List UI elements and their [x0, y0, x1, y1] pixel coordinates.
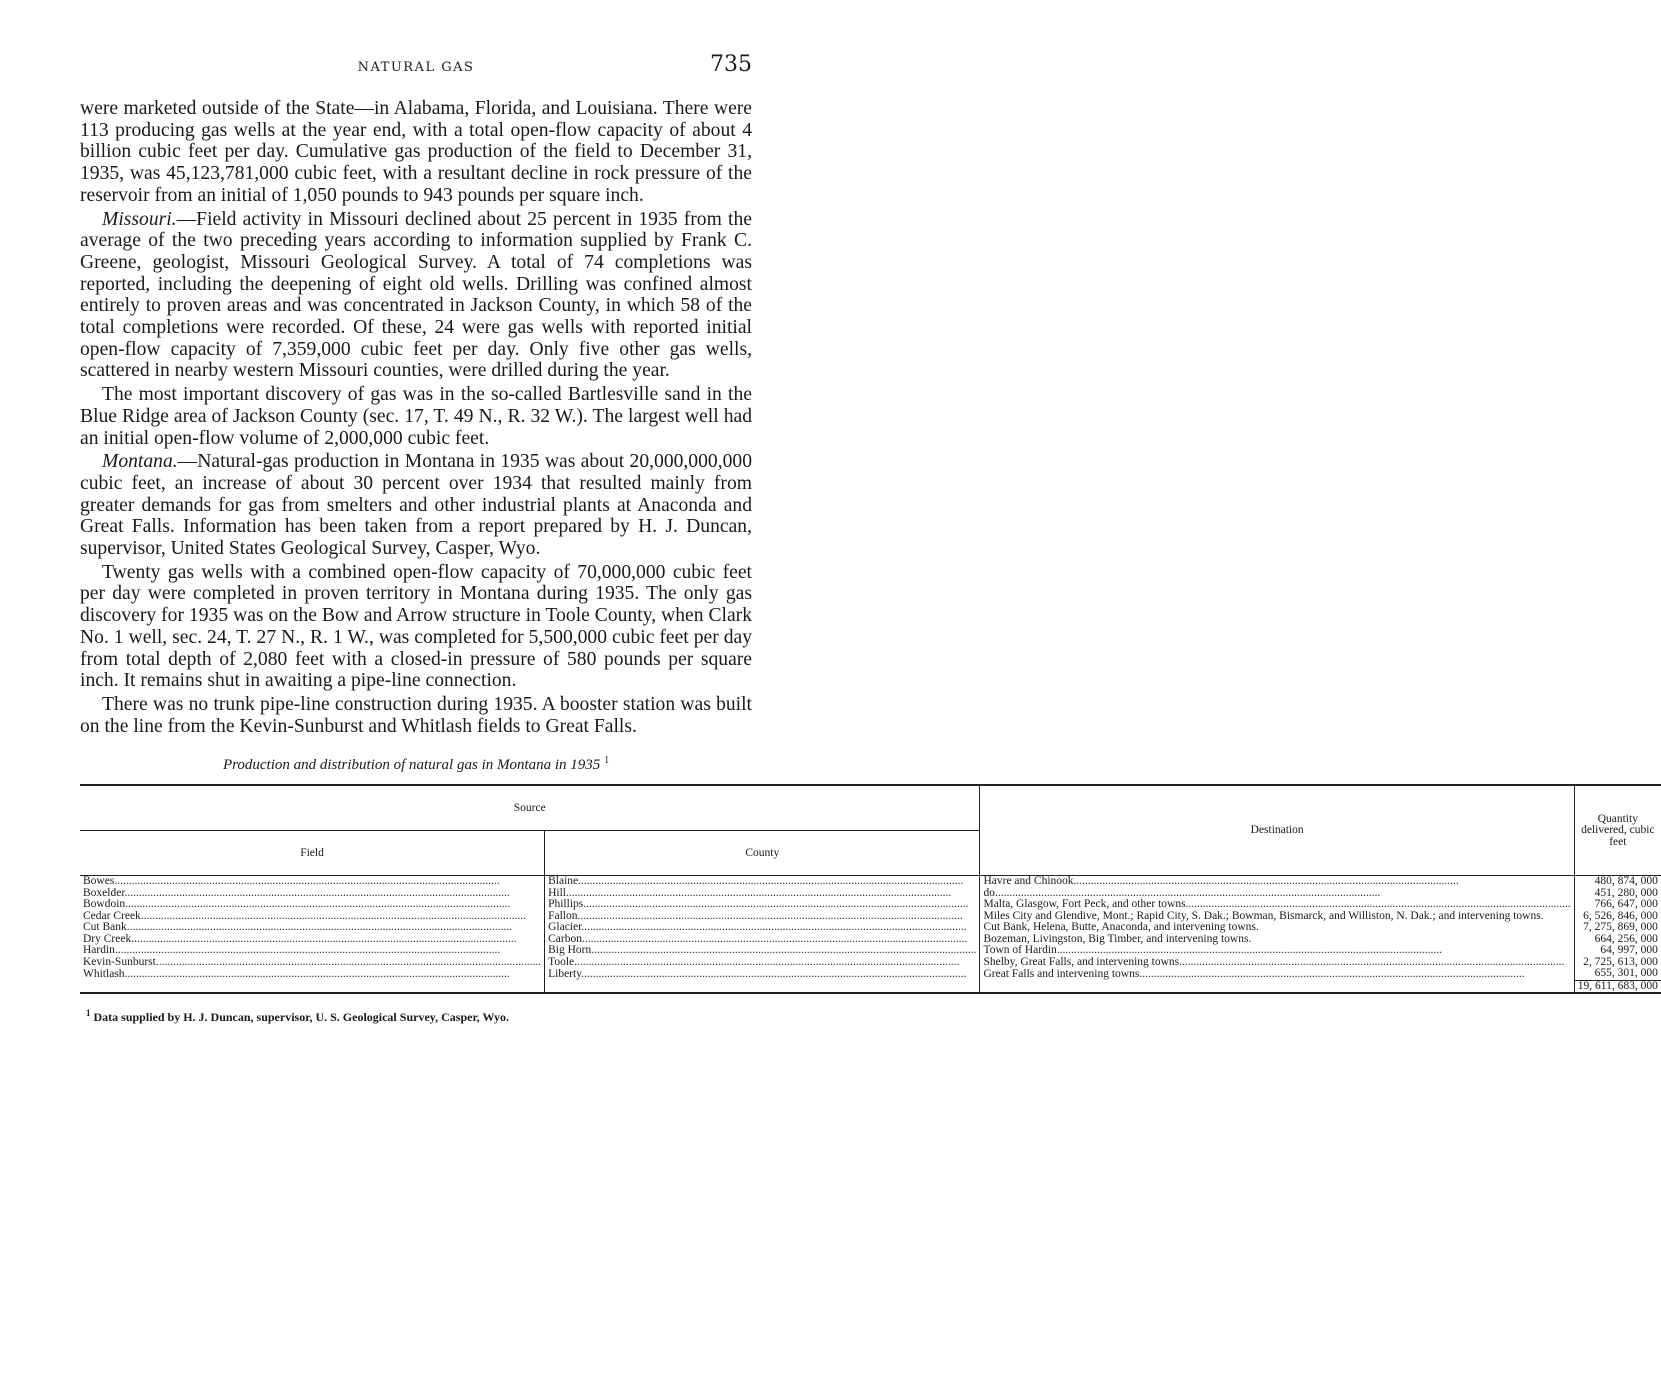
leader-dots [1179, 956, 1564, 968]
leader-dots [125, 898, 510, 910]
section-head-missouri: Missouri. [102, 208, 177, 230]
total-quantity: 19, 611, 683, 000 [1574, 980, 1661, 993]
cell-quantity-text: 2, 725, 613, 000 [1583, 955, 1658, 968]
cell-destination-text: Havre and Chinook [983, 875, 1074, 888]
leader-dots [114, 875, 499, 887]
page-number: 735 [710, 52, 752, 77]
leader-dots [995, 887, 1380, 899]
paragraph-montana-text: —Natural-gas production in Montana in 1935 was about 20,000,000,000 cubic feet, an increase of about 30 percent over 1934 that resulted mainly from greater demands for gas from smelters and other industrial plants at Anaconda and Great Falls. Information has been taken from a report prepared by H. J. Duncan, supervisor, United States Geological Survey, Casper, Wyo. [80, 451, 752, 560]
paragraph-montana [80, 451, 752, 560]
leader-dots [581, 968, 966, 980]
cell-destination [980, 968, 1574, 980]
cell-field-text: Cut Bank [83, 921, 127, 934]
cell-destination-text: Great Falls and intervening towns [983, 967, 1140, 980]
cell-quantity-text: 664, 256, 000 [1594, 932, 1658, 945]
cell-field-text: Bowes [83, 875, 115, 888]
cell-destination-text: Town of Hardin [983, 944, 1057, 957]
cell-county-text: Blaine [548, 875, 579, 888]
leader-dots [125, 968, 510, 980]
leader-dots [131, 933, 516, 945]
cell-field-text: Whitlash [83, 967, 125, 980]
leader-dots [581, 921, 966, 933]
cell-destination-text: do [983, 886, 995, 899]
cell-destination-text: Shelby, Great Falls, and intervening towns [983, 955, 1180, 968]
leader-dots [127, 921, 512, 933]
footnote-ref: 1 [604, 755, 610, 767]
cell-field-text: Boxelder [83, 886, 125, 899]
leader-dots [156, 956, 541, 968]
footnote-text: Data supplied by H. J. Duncan, supervisor, U. S. Geological Survey, Casper, Wyo. [93, 1010, 510, 1025]
leader-dots [566, 887, 951, 899]
cell-quantity [1574, 968, 1661, 980]
leader-dots [591, 944, 976, 956]
paragraph-bartlesville: The most important discovery of gas was in the so-called Bartlesville sand in the Blue Ridge area of Jackson County (sec. 17, T. 49 N., R. 32 W.). The largest well had an initial open-flow volume of 2,000,000 cubic feet. [80, 384, 752, 449]
table-caption [80, 755, 752, 774]
leader-dots [577, 910, 962, 922]
cell-field-text: Cedar Creek [83, 909, 141, 922]
header-source: Source [80, 785, 980, 831]
header-county: County [545, 831, 980, 876]
leader-dots [115, 944, 500, 956]
cell-destination-text: Bozeman, Livingston, Big Timber, and intervening towns. [983, 932, 1252, 945]
cell-county-text: Phillips [548, 898, 584, 911]
table-caption-text: Production and distribution of natural gas in Montana in 1935 [222, 757, 601, 774]
cell-quantity-text: 6, 526, 846, 000 [1583, 909, 1658, 922]
cell-quantity-text: 766, 647, 000 [1594, 898, 1658, 911]
production-table [80, 784, 1661, 994]
paragraph-gas-wells: Twenty gas wells with a combined open-flow capacity of 70,000,000 cubic feet per day were completed in proven territory in Montana during 1935. The only gas discovery for 1935 was on the Bow and Arrow structure in Toole County, when Clark No. 1 well, sec. 24, T. 27 N., R. 1 W., was completed for 5,500,000 cubic feet per day from total depth of 2,080 feet with a closed-in pressure of 580 pounds per square inch. It remains shut in awaiting a pipe-line connection. [80, 561, 752, 692]
cell-field-text: Dry Creek [83, 932, 132, 945]
paragraph-missouri-text: —Field activity in Missouri declined about 25 percent in 1935 from the average of the two preceding years according to information supplied by Frank C. Greene, geologist, Missouri Geological Survey. A total of 74 completions was reported, including the deepening of eight old wells. Drilling was confined almost entirely to proven areas and was concentrated in Jackson County, in which 58 of the total completions were recorded. Of these, 24 were gas wells with reported initial open-flow capacity of 7,359,000 cubic feet per day. Only five other gas wells, scattered in nearby western Missouri counties, were drilled during the year. [80, 208, 752, 382]
cell-quantity-text: 64, 997, 000 [1600, 944, 1658, 957]
leader-dots [578, 875, 963, 887]
leader-dots [582, 933, 967, 945]
cell-county-text: Toole [548, 955, 575, 968]
leader-dots [125, 887, 510, 899]
cell-quantity-text: 7, 275, 869, 000 [1583, 921, 1658, 934]
table-body [80, 876, 1661, 995]
header-quantity: Quantity delivered, cubic feet [1581, 812, 1655, 848]
body-text [80, 98, 752, 737]
leader-dots [141, 910, 526, 922]
cell-county-text: Liberty [548, 967, 582, 980]
cell-field-text: Hardin [83, 944, 115, 957]
paragraph-missouri [80, 209, 752, 383]
cell-county-text: Carbon [548, 932, 582, 945]
paragraph-continuation: were marketed outside of the State—in Alabama, Florida, and Louisiana. There were 113 producing gas wells at the year end, with a total open-flow capacity of about 4 billion cubic feet per day. Cumulative gas production of the field to December 31, 1935, was 45,123,781,000 cubic feet, with a resultant decline in rock pressure of the reservoir from an initial of 1,050 pounds to 943 pounds per square inch. [80, 98, 752, 206]
table-row [80, 968, 1661, 980]
section-head-montana: Montana. [102, 451, 178, 473]
cell-quantity-text: 451, 280, 000 [1594, 886, 1658, 899]
paragraph-pipeline: There was no trunk pipe-line construction during 1935. A booster station was built on the line from the Kevin-Sunburst and Whitlash fields to Great Falls. [80, 693, 752, 737]
cell-county-text: Glacier [548, 921, 582, 934]
footnote [80, 1008, 752, 1025]
cell-destination-text: Cut Bank, Helena, Butte, Anaconda, and intervening towns. [983, 921, 1259, 934]
cell-county-text: Fallon [548, 909, 578, 922]
cell-quantity-text: 655, 301, 000 [1594, 967, 1658, 980]
leader-dots [583, 898, 968, 910]
cell-destination-text: Malta, Glasgow, Fort Peck, and other towns [983, 898, 1186, 911]
cell-county-text: Big Horn [548, 944, 592, 957]
header-field: Field [80, 831, 545, 876]
footnote-marker: 1 [86, 1008, 91, 1019]
cell-county-text: Hill [548, 886, 566, 899]
cell-field-text: Kevin-Sunburst [83, 955, 156, 968]
leader-dots [1057, 944, 1442, 956]
leader-dots [1186, 898, 1571, 910]
running-title: NATURAL GAS [357, 60, 475, 75]
header-destination: Destination [980, 785, 1574, 875]
cell-destination-text: Miles City and Glendive, Mont.; Rapid City, S. Dak.; Bowman, Bismarck, and Williston, N. Dak.; and intervening towns. [983, 909, 1544, 922]
cell-quantity-text: 480, 874, 000 [1594, 875, 1658, 888]
leader-dots [1074, 875, 1459, 887]
table-total-row [80, 980, 1661, 993]
leader-dots [1139, 968, 1524, 980]
leader-dots [574, 956, 959, 968]
document-page [80, 48, 1658, 1025]
cell-field [80, 968, 545, 980]
running-header [80, 48, 752, 84]
cell-field-text: Bowdoin [83, 898, 126, 911]
cell-county [545, 968, 980, 980]
